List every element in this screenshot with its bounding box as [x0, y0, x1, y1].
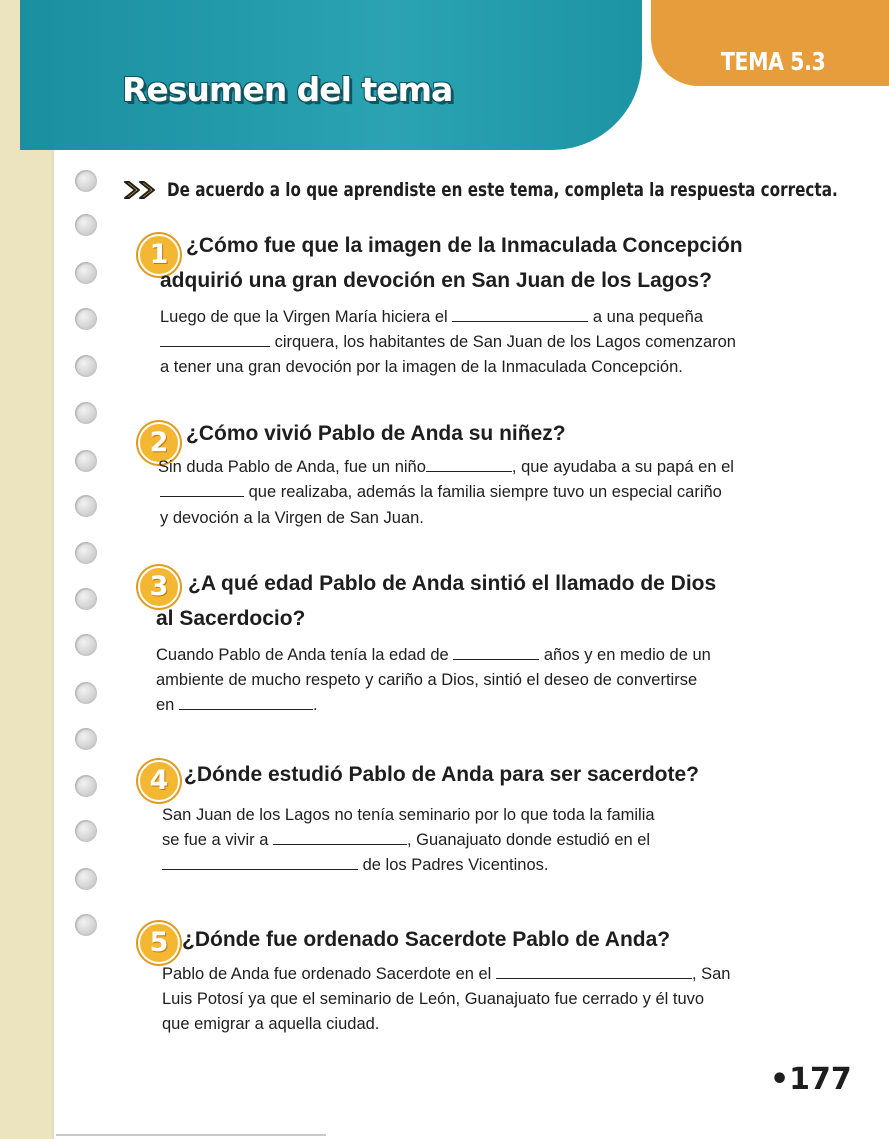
binder-hole [75, 402, 97, 424]
answer-text: , Guanajuato donde estudió en el [406, 831, 651, 849]
question-2-line-1: ¿Cómo vivió Pablo de Anda su niñez? [186, 422, 566, 445]
answer-text: que realizaba, además la familia siempre tuvo un especial cariño [248, 483, 722, 501]
binder-hole [75, 355, 97, 377]
answer-4-line-3 [162, 853, 549, 878]
answer-blank[interactable] [162, 853, 358, 870]
answer-text: Pablo de Anda fue ordenado Sacerdote en el [162, 965, 492, 983]
answer-1-line-3: a tener una gran devoción por la imagen de la Inmaculada Concepción. [160, 358, 683, 376]
binder-hole [75, 728, 97, 750]
answer-blank[interactable] [160, 480, 244, 497]
question-number-badge: 1 [138, 234, 180, 276]
notebook-margin [0, 0, 52, 1139]
answer-text: , que ayudaba a su papá en el [511, 458, 734, 476]
answer-text: años y en medio de un [543, 646, 711, 664]
answer-4-line-1: San Juan de los Lagos no tenía seminario por lo que toda la familia [162, 806, 655, 824]
answer-3-line-3 [156, 693, 318, 718]
double-arrow-icon [123, 179, 161, 201]
answer-text: Sin duda Pablo de Anda, fue un niño [158, 458, 426, 476]
answer-2-line-2 [160, 480, 722, 505]
answer-text: , San [691, 965, 731, 983]
topic-tab-label: TEMA 5.3 [720, 47, 825, 76]
answer-text: de los Padres Vicentinos. [362, 856, 549, 874]
binder-hole [75, 214, 97, 236]
answer-text: se fue a vivir a [162, 831, 269, 849]
binder-hole [75, 682, 97, 704]
binder-hole [75, 262, 97, 284]
page-number: •177 [770, 1062, 852, 1097]
answer-blank[interactable] [426, 455, 512, 472]
margin-edge [52, 150, 54, 1139]
binder-hole [75, 634, 97, 656]
question-number-badge: 2 [138, 422, 180, 464]
binder-hole [75, 542, 97, 564]
question-number-badge: 5 [138, 922, 180, 964]
answer-text: a una pequeña [592, 308, 704, 326]
answer-text: cirquera, los habitantes de San Juan de los Lagos comenzaron [274, 333, 736, 351]
binder-hole [75, 170, 97, 192]
answer-text: Luego de que la Virgen María hiciera el [160, 308, 448, 326]
answer-blank[interactable] [496, 962, 692, 979]
bottom-rule [56, 1134, 326, 1136]
question-number-badge: 3 [138, 566, 180, 608]
answer-1-line-1 [160, 305, 703, 330]
binder-hole [75, 775, 97, 797]
binder-hole [75, 868, 97, 890]
binder-hole [75, 588, 97, 610]
answer-5-line-1 [162, 962, 730, 987]
question-number-badge: 4 [138, 760, 180, 802]
question-1-line-1: ¿Cómo fue que la imagen de la Inmaculada Concepción [186, 234, 743, 257]
answer-5-line-2: Luis Potosí ya que el seminario de León, Guanajuato fue cerrado y él tuvo [162, 990, 705, 1008]
answer-text: Cuando Pablo de Anda tenía la edad de [156, 646, 449, 664]
answer-blank[interactable] [453, 643, 539, 660]
question-5-line-1: ¿Dónde fue ordenado Sacerdote Pablo de Anda? [182, 928, 671, 951]
question-1-line-2: adquirió una gran devoción en San Juan de los Lagos? [160, 269, 712, 292]
answer-2-line-1 [158, 455, 734, 480]
instruction [123, 175, 838, 205]
answer-blank[interactable] [179, 693, 313, 710]
answer-2-line-3: y devoción a la Virgen de San Juan. [160, 509, 424, 527]
answer-text: . [312, 696, 318, 714]
topic-tab [651, 0, 889, 86]
answer-blank[interactable] [160, 330, 270, 347]
binder-hole [75, 914, 97, 936]
answer-3-line-2: ambiente de mucho respeto y cariño a Dios, sintió el deseo de convertirse [156, 671, 698, 689]
page-title: Resumen del tema [122, 70, 453, 109]
answer-blank[interactable] [452, 305, 588, 322]
answer-4-line-2 [162, 828, 650, 853]
binder-hole [75, 308, 97, 330]
answer-3-line-1 [156, 643, 711, 668]
binder-hole [75, 495, 97, 517]
binder-hole [75, 820, 97, 842]
question-3-line-1: ¿A qué edad Pablo de Anda sintió el llamado de Dios [188, 572, 717, 595]
answer-5-line-3: que emigrar a aquella ciudad. [162, 1015, 380, 1033]
binder-hole [75, 450, 97, 472]
answer-blank[interactable] [273, 828, 407, 845]
question-4-line-1: ¿Dónde estudió Pablo de Anda para ser sacerdote? [184, 763, 700, 786]
question-3-line-2: al Sacerdocio? [156, 607, 306, 630]
answer-text: en [156, 696, 175, 714]
answer-1-line-2 [160, 330, 736, 355]
instruction-text: De acuerdo a lo que aprendiste en este tema, completa la respuesta correcta. [167, 179, 838, 201]
